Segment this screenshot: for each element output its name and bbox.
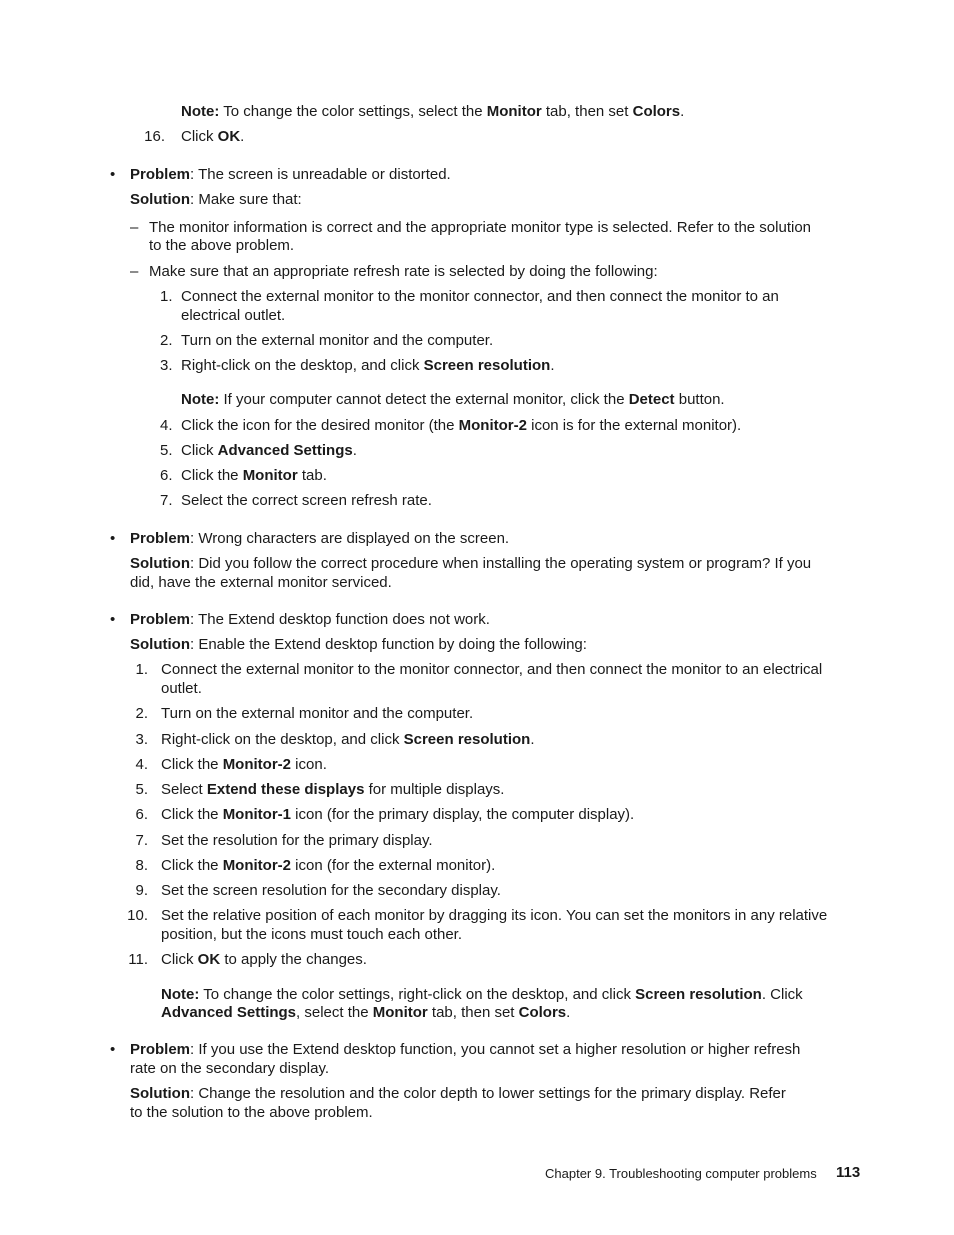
- step-number: 3.: [160, 357, 173, 374]
- p3-step3: Right-click on the desktop, and click Screen resolution.: [161, 731, 535, 748]
- bullet-icon: •: [110, 1041, 116, 1058]
- solution-2-line2: did, have the external monitor serviced.: [130, 574, 392, 591]
- step-number: 7.: [160, 492, 173, 509]
- step-number: 8.: [135, 857, 148, 874]
- solution-1: Solution: Make sure that:: [130, 191, 302, 208]
- step-number: 11.: [128, 951, 148, 968]
- p3-step2: Turn on the external monitor and the computer.: [161, 705, 474, 722]
- step15-note: Note: To change the color settings, select the Monitor tab, then set Colors.: [181, 103, 685, 120]
- p3-step7: Set the resolution for the primary display.: [161, 832, 433, 849]
- step-number: 3.: [135, 731, 148, 748]
- step-number: 16.: [144, 128, 165, 145]
- dash-item-1-line2: to the above problem.: [149, 237, 295, 254]
- p3-step6: Click the Monitor-1 icon (for the primary display, the computer display).: [161, 806, 635, 823]
- problem-1: Problem: The screen is unreadable or distorted.: [130, 166, 451, 183]
- bullet-icon: •: [110, 166, 116, 183]
- p1-step4: Click the icon for the desired monitor (the Monitor-2 icon is for the external monitor).: [181, 417, 742, 434]
- footer-chapter: Chapter 9. Troubleshooting computer problems: [545, 1166, 817, 1181]
- p3-step4: Click the Monitor-2 icon.: [161, 756, 327, 773]
- p1-step2: Turn on the external monitor and the computer.: [181, 332, 494, 349]
- p3-step1-line1: Connect the external monitor to the monitor connector, and then connect the monitor to an electrical: [161, 661, 823, 678]
- p1-step5: Click Advanced Settings.: [181, 442, 357, 459]
- p3-step5: Select Extend these displays for multiple displays.: [161, 781, 505, 798]
- step-number: 5.: [135, 781, 148, 798]
- p3-step1-line2: outlet.: [161, 680, 202, 697]
- solution-2-line1: Solution: Did you follow the correct procedure when installing the operating system or program? If you: [130, 555, 812, 572]
- step16: Click OK.: [181, 128, 245, 145]
- problem-4-line1: Problem: If you use the Extend desktop function, you cannot set a higher resolution or higher refresh: [130, 1041, 801, 1058]
- solution-4-line2: to the solution to the above problem.: [130, 1104, 373, 1121]
- solution-4-line1: Solution: Change the resolution and the color depth to lower settings for the primary display. Refer: [130, 1085, 786, 1102]
- p3-note-line2: Advanced Settings, select the Monitor tab, then set Colors.: [161, 1004, 571, 1021]
- p1-step7: Select the correct screen refresh rate.: [181, 492, 432, 509]
- p1-note: Note: If your computer cannot detect the external monitor, click the Detect button.: [181, 391, 725, 408]
- bullet-icon: •: [110, 530, 116, 547]
- step-number: 4.: [135, 756, 148, 773]
- step-number: 1.: [135, 661, 148, 678]
- problem-3: Problem: The Extend desktop function does not work.: [130, 611, 490, 628]
- p1-step1-line2: electrical outlet.: [181, 307, 286, 324]
- p1-step6: Click the Monitor tab.: [181, 467, 327, 484]
- p1-step3: Right-click on the desktop, and click Screen resolution.: [181, 357, 555, 374]
- p3-note-line1: Note: To change the color settings, right-click on the desktop, and click Screen resolution. Click: [161, 986, 803, 1003]
- dash-item-2: Make sure that an appropriate refresh rate is selected by doing the following:: [149, 263, 658, 280]
- p3-step9: Set the screen resolution for the secondary display.: [161, 882, 501, 899]
- step-number: 10.: [127, 907, 148, 924]
- dash-item-1-line1: The monitor information is correct and the appropriate monitor type is selected. Refer to the solution: [149, 219, 811, 236]
- step-number: 6.: [135, 806, 148, 823]
- step-number: 6.: [160, 467, 173, 484]
- problem-4-line2: rate on the secondary display.: [130, 1060, 330, 1077]
- dash-icon: –: [130, 263, 139, 280]
- solution-3: Solution: Enable the Extend desktop function by doing the following:: [130, 636, 587, 653]
- step-number: 7.: [135, 832, 148, 849]
- p1-step1-line1: Connect the external monitor to the monitor connector, and then connect the monitor to an: [181, 288, 779, 305]
- page-number: 113: [836, 1164, 861, 1181]
- bullet-icon: •: [110, 611, 116, 628]
- step-number: 2.: [135, 705, 148, 722]
- step-number: 4.: [160, 417, 173, 434]
- problem-2: Problem: Wrong characters are displayed on the screen.: [130, 530, 510, 547]
- step-number: 9.: [135, 882, 148, 899]
- step-number: 2.: [160, 332, 173, 349]
- p3-step10-line2: position, but the icons must touch each other.: [161, 926, 463, 943]
- step-number: 5.: [160, 442, 173, 459]
- p3-step10-line1: Set the relative position of each monitor by dragging its icon. You can set the monitors in any relative: [161, 907, 828, 924]
- dash-icon: –: [130, 219, 139, 236]
- p3-step8: Click the Monitor-2 icon (for the external monitor).: [161, 857, 496, 874]
- step-number: 1.: [160, 288, 173, 305]
- p3-step11: Click OK to apply the changes.: [161, 951, 367, 968]
